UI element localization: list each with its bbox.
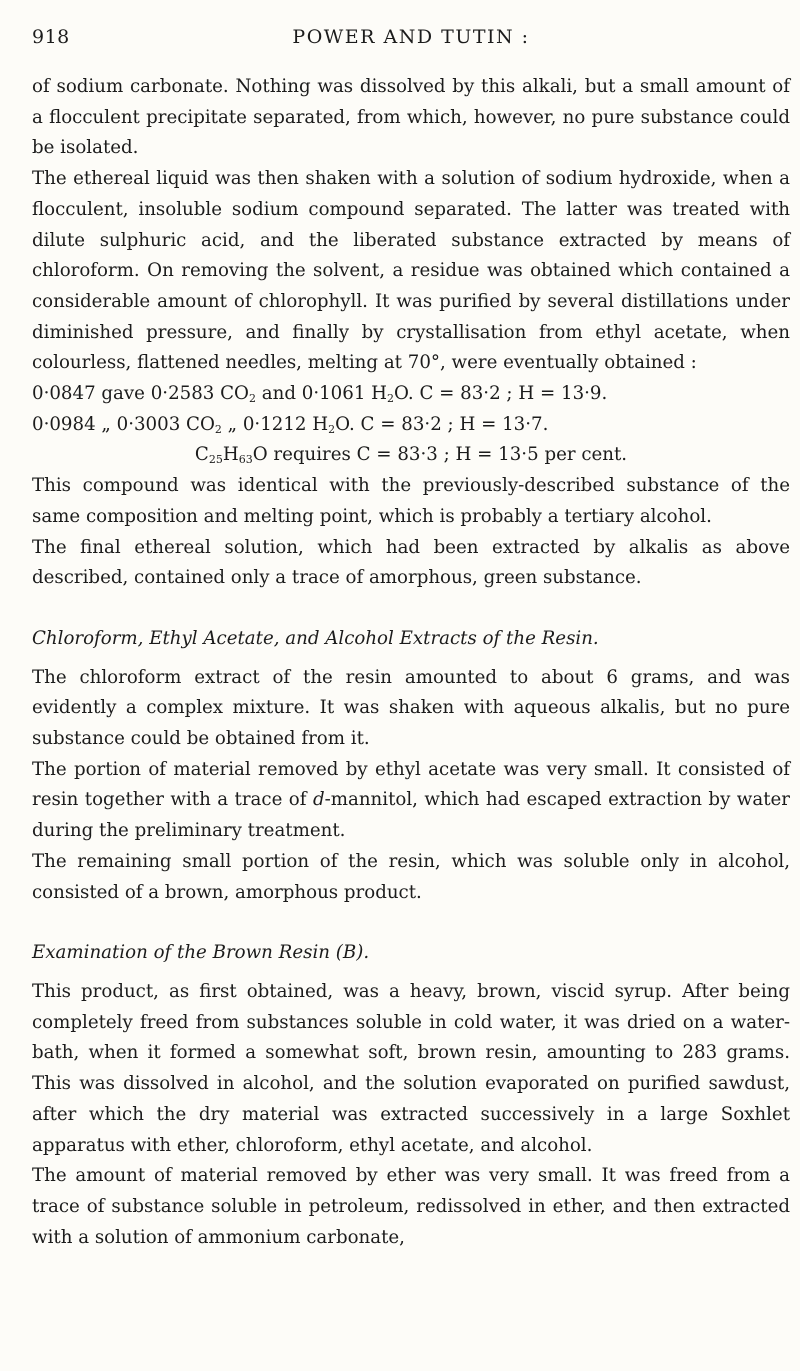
analysis-row-1: 0·0847 gave 0·2583 $CO_2$ and 0·1061 $H_2O$. C = 83·2 ; H = 13·9. bbox=[32, 383, 608, 406]
paragraph-7: The remaining small portion of the resin, which was soluble only in alcohol, consisted of a brown, amorphous product. bbox=[32, 850, 790, 903]
paragraph-5: The chloroform extract of the resin amounted to about 6 grams, and was evidently a complex mixture. It was shaken with aqueous alkalis, but no pure substance could be obtained from it. bbox=[32, 666, 790, 750]
paragraph-4: The final ethereal solution, which had been extracted by alkalis as above described, contained only a trace of amorphous, green substance. bbox=[32, 536, 790, 589]
running-title: POWER AND TUTIN : bbox=[292, 26, 530, 48]
paragraph-9: The amount of material removed by ether was very small. It was freed from a trace of substance soluble in petroleum, redissolved in ether, and then extracted with a solution of ammonium carbonate, bbox=[32, 1165, 790, 1248]
section-heading-brown-resin: Examination of the Brown Resin (B). bbox=[32, 942, 370, 964]
section-heading-extracts: Chloroform, Ethyl Acetate, and Alcohol Extracts of the Resin. bbox=[32, 627, 599, 649]
paragraph-3: This compound was identical with the previously-described substance of the same composition and melting point, which is probably a tertiary alcohol. bbox=[32, 475, 790, 527]
paragraph-8: This product, as first obtained, was a heavy, brown, viscid syrup. After being completely freed from substances soluble in cold water, it was dried on a water-bath, when it formed a somewhat soft, brown resin, amounting to 283 grams. This was dissolved in alcohol, and the solution evaporated on purified sawdust, after which the dry material was extracted successively in a large Soxhlet apparatus with ether, chloroform, ethyl acetate, and alcohol. bbox=[32, 980, 790, 1156]
paragraph-2: The ethereal liquid was then shaken with a solution of sodium hydroxide, when a flocculent, insoluble sodium compound separated. The latter was treated with dilute sulphuric acid, and the liberated substance extracted by means of chloroform. On removing the solvent, a residue was obtained which contained a considerable amount of chlorophyll. It was purified by several distillations under diminished pressure, and finally by crystallisation from ethyl acetate, when colourless, flattened needles, melting at 70°, were eventually obtained : bbox=[32, 168, 790, 374]
formula-requirement: $C_{25}H_{63}O$ requires C = 83·3 ; H = 13·5 per cent. bbox=[194, 444, 628, 467]
page-number: 918 bbox=[32, 26, 70, 48]
paragraph-6: The portion of material removed by ethyl acetate was very small. It consisted of resin together with a trace of d-mannitol, which had escaped extraction by water during the preliminary treatment. bbox=[32, 758, 790, 842]
running-header bbox=[32, 26, 790, 50]
analysis-row-2: 0·0984 „ 0·3003 $CO_2$ „ 0·1212 $H_2O$. C = 83·2 ; H = 13·7. bbox=[32, 413, 549, 436]
paragraph-1: of sodium carbonate. Nothing was dissolved by this alkali, but a small amount of a flocculent precipitate separated, from which, however, no pure substance could be isolated. bbox=[32, 76, 790, 159]
text-body bbox=[32, 72, 790, 1253]
